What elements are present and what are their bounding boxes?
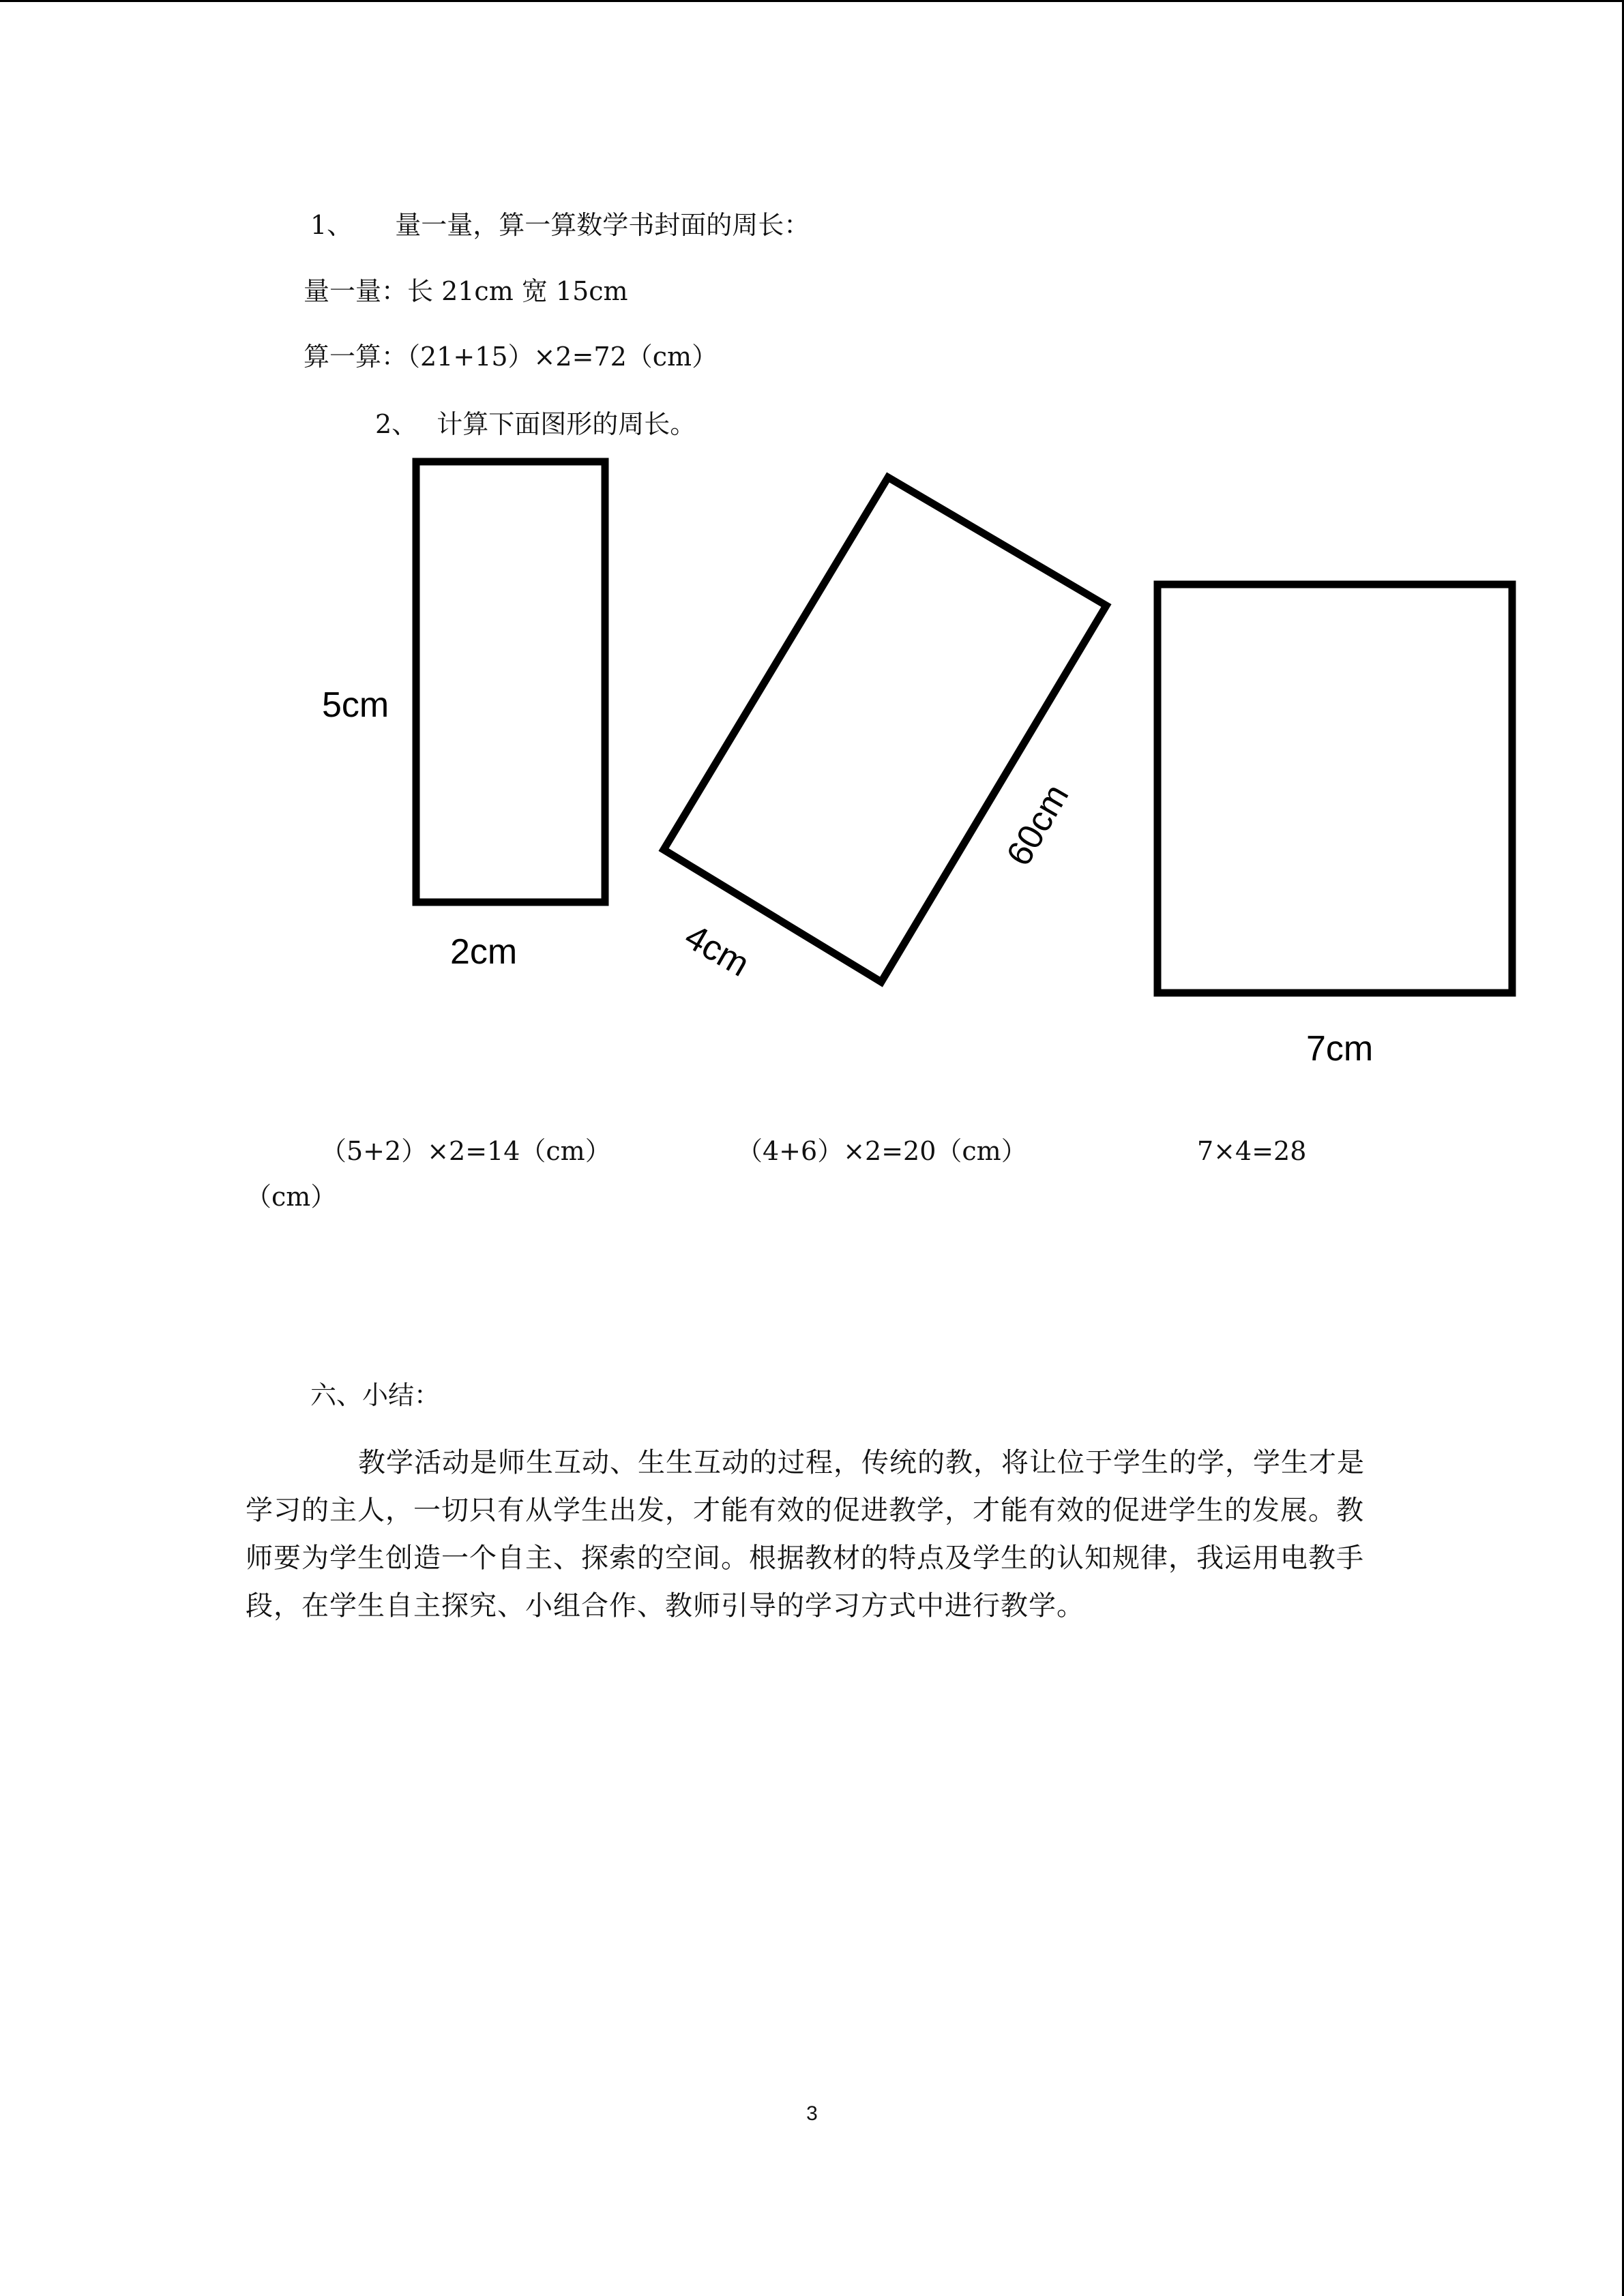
- exercise2-number: 2、: [375, 409, 418, 439]
- summary-heading: 六、小结：: [310, 1380, 441, 1410]
- page-number: 3: [806, 2102, 818, 2125]
- tilted-rectangle-shape: [664, 477, 1106, 982]
- answer-tilted-rectangle: （4+6）×2=20（cm）: [737, 1136, 1027, 1166]
- exercise2-heading-text: 计算下面图形的周长。: [437, 409, 696, 439]
- answer-square-unit: （cm）: [246, 1182, 337, 1212]
- square-side-label: 7cm: [1306, 1029, 1374, 1069]
- rect-width-label: 2cm: [450, 932, 518, 972]
- tall-rectangle-shape: [416, 462, 605, 902]
- rect-height-label: 5cm: [322, 685, 389, 725]
- answer-rectangle: （5+2）×2=14（cm）: [321, 1136, 611, 1166]
- exercise1-heading-text: 量一量，算一算数学书封面的周长：: [395, 210, 810, 240]
- exercise1-number: 1、: [310, 210, 353, 240]
- answer-square: 7×4=28: [1197, 1136, 1307, 1166]
- summary-paragraph: 教学活动是师生互动、生生互动的过程，传统的教，将让位于学生的学，学生才是学习的主人，一切只有从学生出发，才能有效的促进教学，才能有效的促进学生的发展。教师要为学生创造一个自主、探索的空间。根据教材的特点及学生的认知规律，我运用电教手段，在学生自主探究、小组合作、教师引导的学习方式中进行教学。: [246, 1447, 1365, 1622]
- tilted-short-side-label: 4cm: [678, 916, 756, 985]
- square-shape: [1157, 584, 1512, 993]
- exercise1-measure-line: 量一量：长 21cm 宽 15cm: [304, 276, 628, 306]
- tilted-long-side-label: 60cm: [999, 777, 1077, 873]
- exercise1-calc-line: 算一算：（21+15）×2=72（cm）: [304, 342, 718, 372]
